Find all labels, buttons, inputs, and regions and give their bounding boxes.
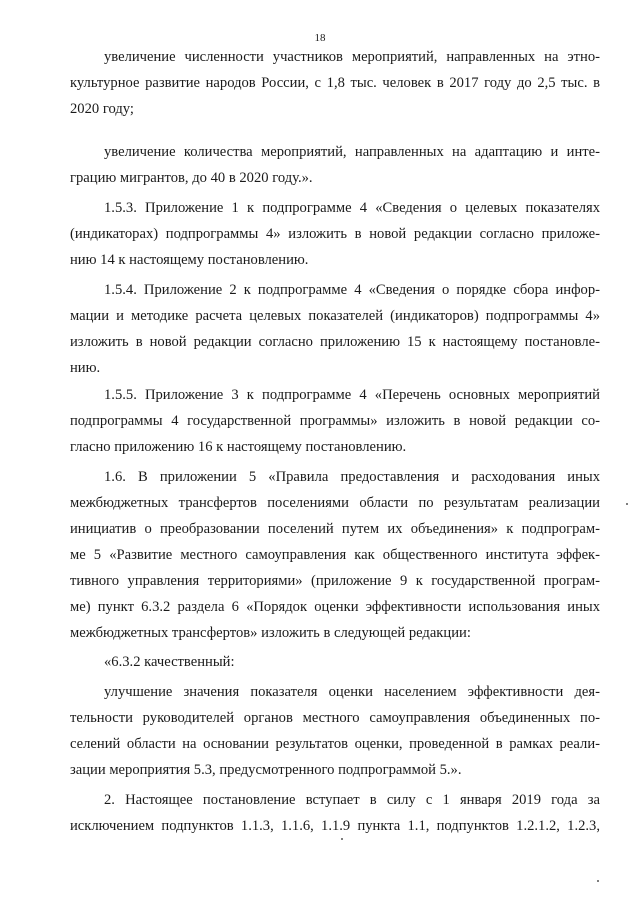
text-line: нию. bbox=[70, 360, 101, 376]
text-line: нию 14 к настоящему постановлению. bbox=[70, 252, 309, 268]
scan-speck bbox=[626, 503, 628, 505]
scan-speck bbox=[597, 880, 599, 882]
text-line: исключением подпунктов 1.1.3, 1.1.6, 1.1.9 пункта 1.1, подпунктов 1.2.1.2, 1.2.3, bbox=[70, 818, 600, 834]
text-line: 1.6. В приложении 5 «Правила предоставления и расходования иных bbox=[104, 469, 600, 485]
text-line: гласно приложению 16 к настоящему постановлению. bbox=[70, 439, 407, 455]
text-line: 2020 году; bbox=[70, 101, 134, 117]
text-line: межбюджетных трансфертов» изложить в следующей редакции: bbox=[70, 625, 471, 641]
text-line: межбюджетных трансфертов поселениями области по результатам реализации bbox=[70, 495, 600, 511]
text-line: мации и методике расчета целевых показателей (индикаторов) подпрограммы 4» bbox=[70, 308, 600, 324]
text-line: инициатив о преобразовании поселений путем их объединения» к подпрограм- bbox=[70, 521, 600, 537]
text-line: тельности руководителей органов местного самоуправления объединенных по- bbox=[70, 710, 600, 726]
text-line: 2. Настоящее постановление вступает в силу с 1 января 2019 года за bbox=[104, 792, 600, 808]
text-line: подпрограммы 4 государственной программы» изложить в новой редакции со- bbox=[70, 413, 600, 429]
text-line: грацию мигрантов, до 40 в 2020 году.». bbox=[70, 170, 313, 186]
scan-speck bbox=[341, 838, 343, 840]
text-line: зации мероприятия 5.3, предусмотренного подпрограммой 5.». bbox=[70, 762, 462, 778]
text-line: тивного управления территориями» (приложение 9 к государственной програм- bbox=[70, 573, 600, 589]
text-line: ме 5 «Развитие местного самоуправления как общественного института эффек- bbox=[70, 547, 600, 563]
text-line: увеличение численности участников мероприятий, направленных на этно- bbox=[104, 49, 600, 65]
text-line: 1.5.4. Приложение 2 к подпрограмме 4 «Сведения о порядке сбора инфор- bbox=[104, 282, 600, 298]
text-line: увеличение количества мероприятий, направленных на адаптацию и инте- bbox=[104, 144, 600, 160]
text-line: 1.5.3. Приложение 1 к подпрограмме 4 «Сведения о целевых показателях bbox=[104, 200, 600, 216]
text-line: ме) пункт 6.3.2 раздела 6 «Порядок оценки эффективности использования иных bbox=[70, 599, 600, 615]
page-number: 18 bbox=[314, 32, 326, 44]
text-line: «6.3.2 качественный: bbox=[104, 654, 235, 670]
text-line: изложить в новой редакции согласно приложению 15 к настоящему постановле- bbox=[70, 334, 600, 350]
text-line: (индикаторах) подпрограммы 4» изложить в новой редакции согласно приложе- bbox=[70, 226, 600, 242]
text-line: улучшение значения показателя оценки населением эффективности дея- bbox=[104, 684, 600, 700]
text-line: культурное развитие народов России, с 1,8 тыс. человек в 2017 году до 2,5 тыс. в bbox=[70, 75, 600, 91]
text-line: 1.5.5. Приложение 3 к подпрограмме 4 «Перечень основных мероприятий bbox=[104, 387, 600, 403]
text-line: селений области на основании результатов оценки, проведенной в рамках реали- bbox=[70, 736, 600, 752]
